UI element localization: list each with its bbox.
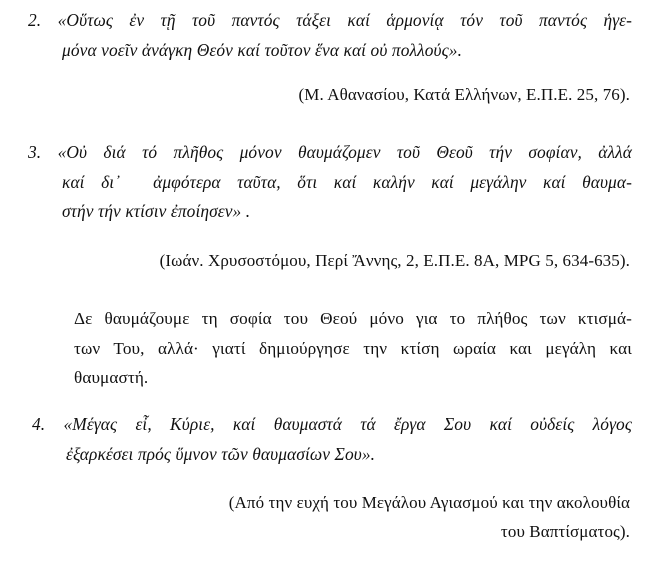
quotation-2-line-2: μόνα νοεῖν ἀνάγκη Θεόν καί τοῦτον ἕνα καί οὐ πολλούς». bbox=[62, 39, 463, 60]
quotation-4-number: 4. bbox=[32, 414, 46, 434]
source-citation-3-line-1: (Ιωάν. Χρυσοστόμου, Περί Ἄννης, 2, Ε.Π.Ε. 8Α, MPG 5, 634-635). bbox=[159, 251, 630, 270]
quotation-3-line-3: στήν τήν κτίσιν ἐποίησεν» . bbox=[62, 201, 251, 222]
quotation-2-number: 2. bbox=[28, 10, 42, 30]
quotation-block-2 bbox=[28, 6, 632, 65]
quotation-4-line-1 bbox=[32, 410, 633, 440]
explanatory-paragraph-line-1: Δε θαυμάζουμε τη σοφία του Θεού μόνο για το πλήθος των κτισμά- bbox=[74, 309, 632, 328]
explanatory-paragraph-line-2: των Του, αλλά· γιατί δημιούργησε την κτίση ωραία και μεγάλη και bbox=[74, 338, 632, 358]
quotation-3-line-2: καί δι᾽ ἀμφότερα ταῦτα, ὅτι καί καλήν καί μεγάλην καί θαυμα- bbox=[62, 171, 632, 192]
source-citation-4-line-2: του Βαπτίσματος). bbox=[500, 522, 630, 541]
quotation-3-text-line-1: «Οὐ διά τό πλῆθος μόνον θαυμάζομεν τοῦ Θεοῦ τήν σοφίαν, ἀλλά bbox=[57, 142, 632, 162]
source-citation-4 bbox=[28, 488, 630, 546]
quotation-block-4 bbox=[32, 410, 632, 469]
quotation-4-line-2: ἐξαρκέσει πρός ὕμνον τῶν θαυμασίων Σου». bbox=[66, 443, 376, 464]
quotation-3-line-1 bbox=[28, 138, 632, 168]
source-citation-2-line-1: (Μ. Αθανασίου, Κατά Ελλήνων, Ε.Π.Ε. 25, 76). bbox=[298, 85, 630, 104]
explanatory-paragraph bbox=[40, 304, 632, 393]
explanatory-paragraph-line-3: θαυμαστή. bbox=[74, 368, 149, 388]
source-citation-2 bbox=[28, 80, 630, 109]
quotation-3-number: 3. bbox=[28, 142, 42, 162]
quotation-2-line-1 bbox=[28, 6, 633, 36]
quotation-2-text-line-1: «Οὕτως ἐν τῇ τοῦ παντός τάξει καί ἁρμονίᾳ τόν τοῦ παντός ἡγε- bbox=[57, 10, 633, 30]
source-citation-3 bbox=[28, 246, 630, 275]
quotation-block-3 bbox=[28, 138, 632, 227]
source-citation-4-line-1: (Από την ευχή του Μεγάλου Αγιασμού και την ακολουθία bbox=[228, 493, 630, 512]
quotation-4-text-line-1: «Μέγας εἶ, Κύριε, καί θαυμαστά τά ἔργα Σου καί οὐδείς λόγος bbox=[63, 414, 633, 434]
